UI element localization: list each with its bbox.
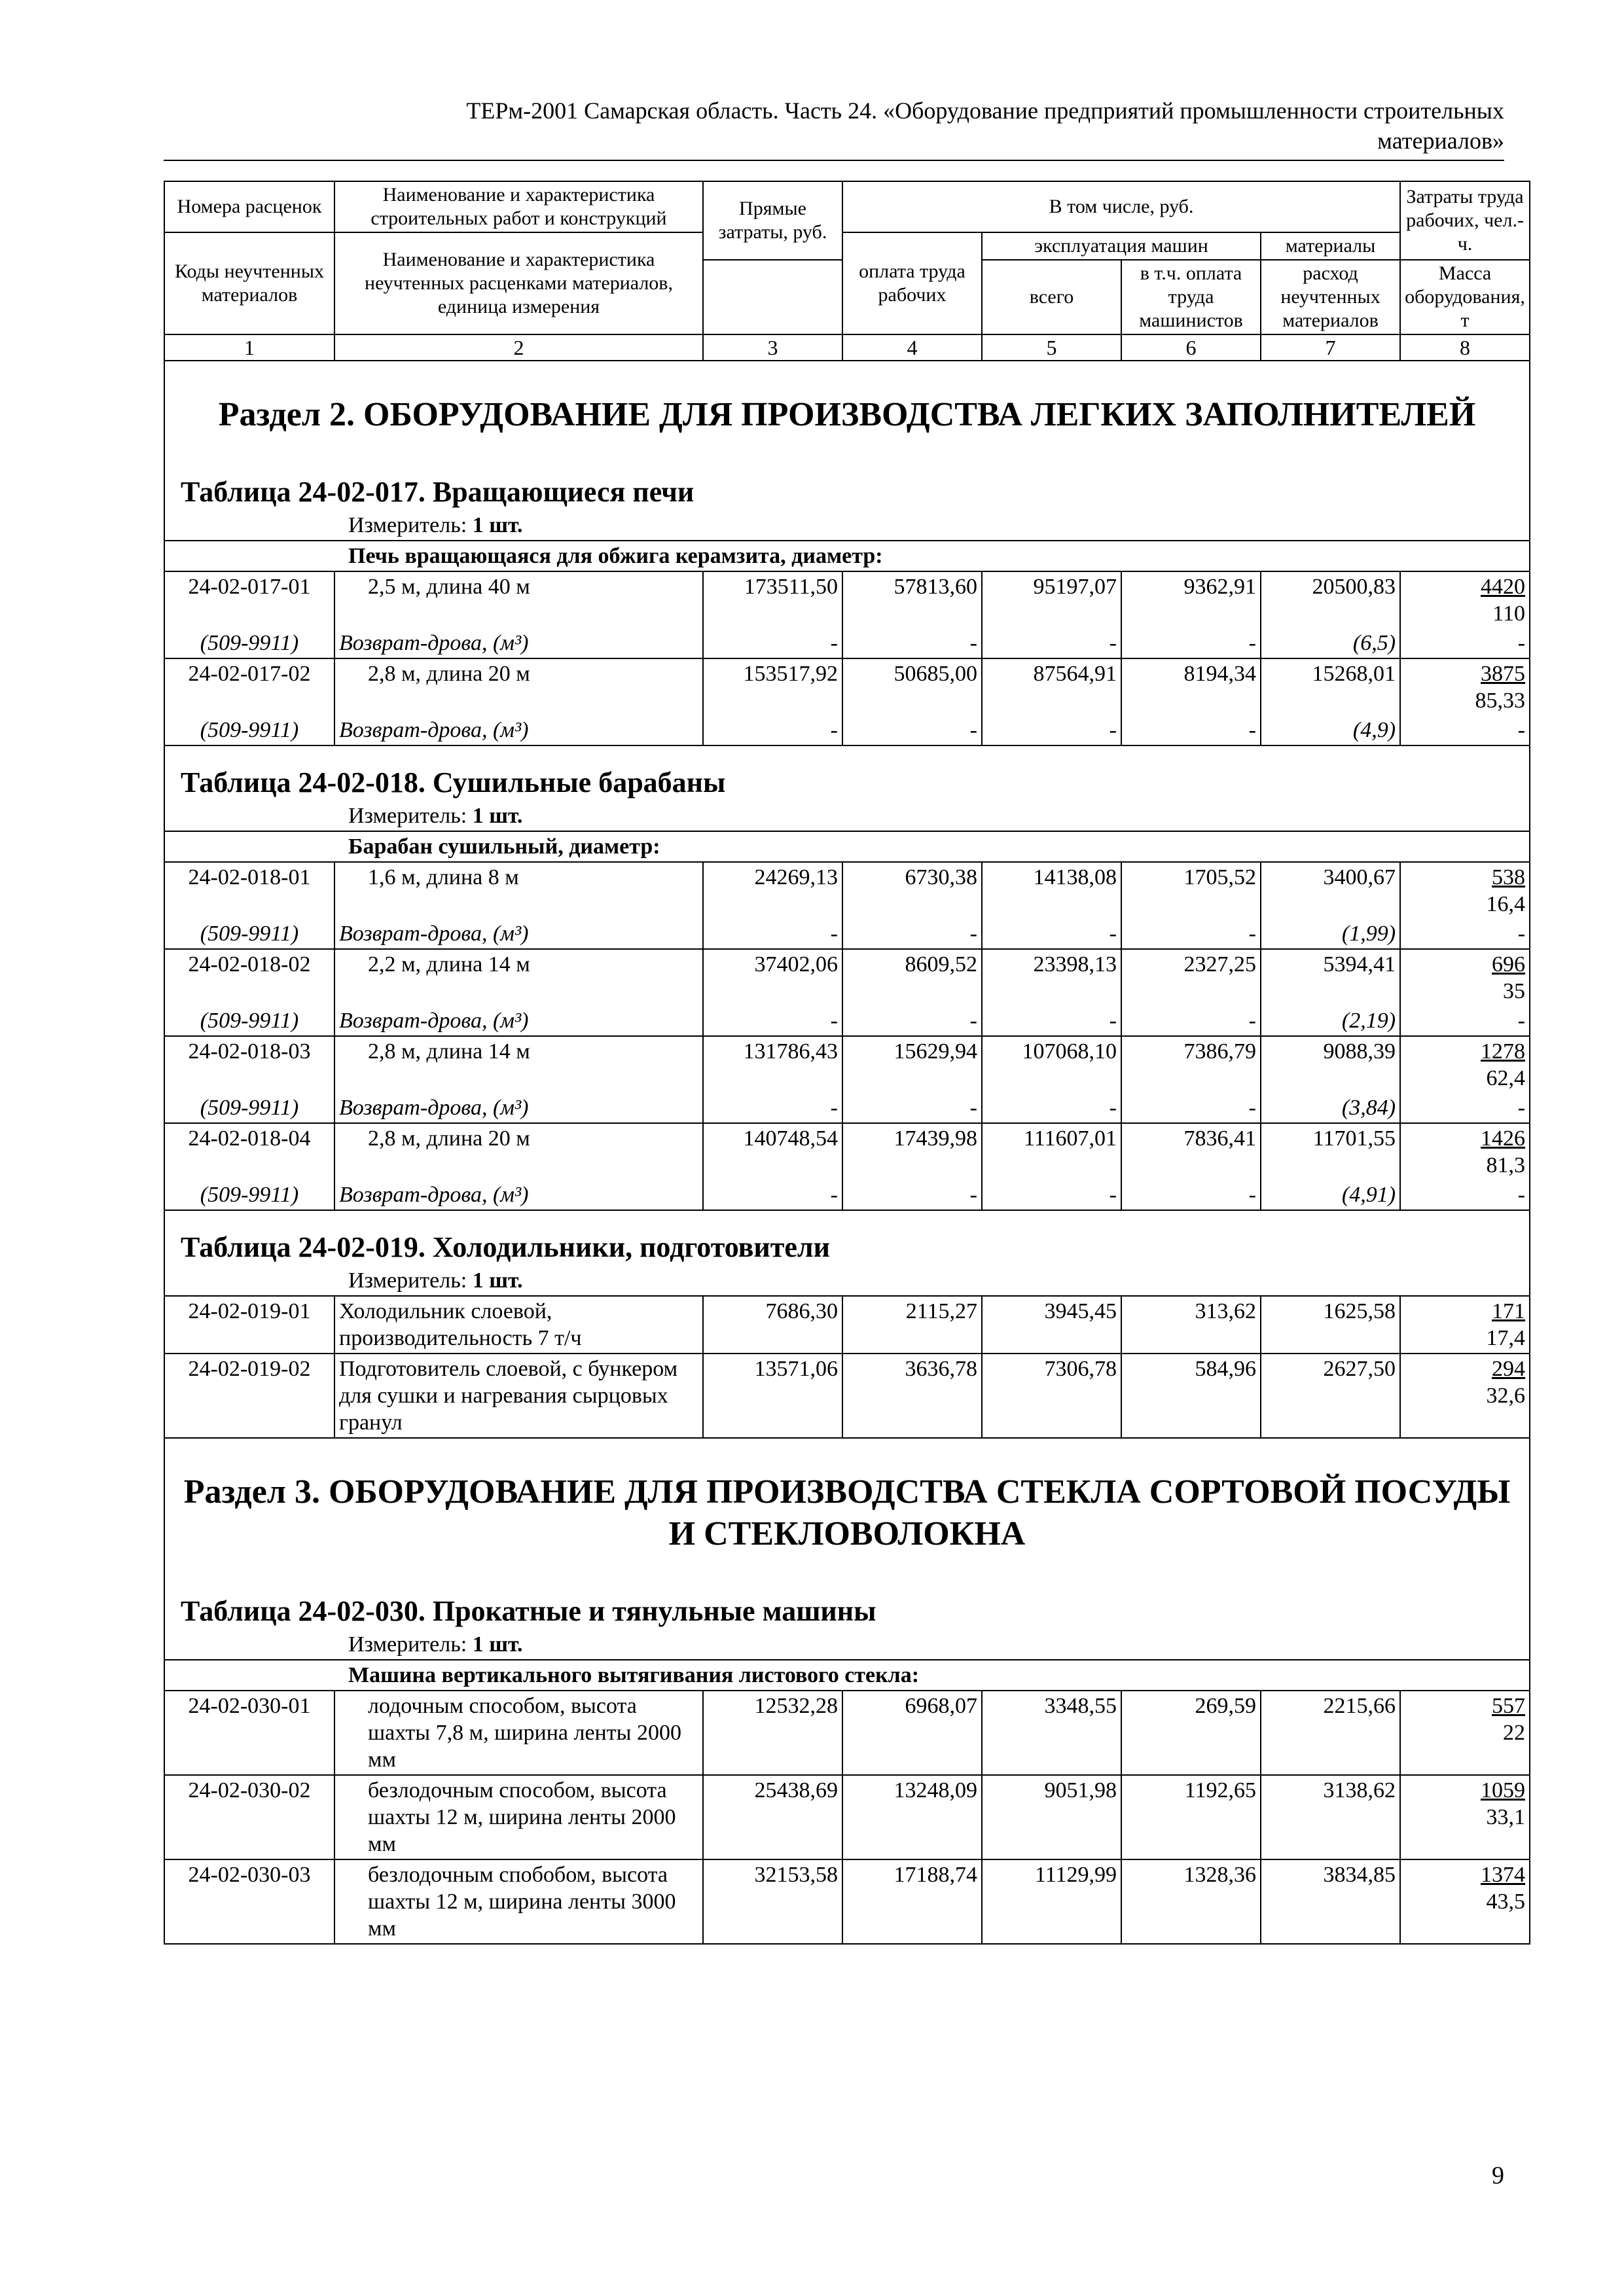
table-row — [164, 1691, 1530, 1775]
table-title: Таблица 24-02-030. Прокатные и тянульные машины — [164, 1575, 1530, 1630]
material-name: Возврат-дрова, (м³) — [334, 1006, 703, 1036]
equipment-mass: 81,3 — [1486, 1153, 1526, 1177]
measure — [164, 1630, 1530, 1660]
labor-cost: 6730,38 — [842, 862, 982, 919]
measure-label: Измеритель: — [348, 513, 467, 537]
material-row — [164, 1093, 1530, 1123]
dash: - — [982, 1093, 1121, 1123]
machinist-labor: 7836,41 — [1121, 1123, 1261, 1180]
machinist-labor: 8194,34 — [1121, 658, 1261, 715]
rate-name: 2,5 м, длина 40 м — [334, 571, 703, 628]
rate-code: 24-02-019-02 — [164, 1354, 334, 1438]
material-code: (509-9911) — [164, 1093, 334, 1123]
dash: - — [703, 715, 842, 745]
col-header-mat-name: Наименование и характеристика неучтенных расценками материалов, единица измерения — [334, 232, 703, 334]
table-row — [164, 1859, 1530, 1944]
dash: - — [982, 1006, 1121, 1036]
labor-hours: 1278 — [1481, 1039, 1526, 1064]
hours-mass — [1400, 658, 1530, 715]
dash: - — [703, 1180, 842, 1210]
material-row — [164, 919, 1530, 949]
price-table — [164, 181, 1530, 1945]
col-header-mach-labor: в т.ч. оплата труда машинистов — [1121, 260, 1261, 334]
table-header — [164, 181, 1530, 361]
equipment-mass: 32,6 — [1486, 1384, 1526, 1408]
equipment-mass: 62,4 — [1486, 1066, 1526, 1090]
labor-hours: 4420 — [1481, 575, 1526, 599]
direct-cost: 32153,58 — [703, 1859, 842, 1944]
equipment-mass: 43,5 — [1486, 1890, 1526, 1914]
rate-name: безлодочным спобобом, высота шахты 12 м, ширина ленты 3000 мм — [334, 1859, 703, 1944]
subheading-row — [164, 541, 1530, 571]
material-name: Возврат-дрова, (м³) — [334, 628, 703, 658]
dash: - — [1400, 1180, 1530, 1210]
dash: - — [703, 919, 842, 949]
running-header — [164, 96, 1504, 156]
column-numbers — [164, 334, 1530, 361]
table-row — [164, 949, 1530, 1006]
equipment-mass: 16,4 — [1486, 892, 1526, 916]
machine-cost: 107068,10 — [982, 1036, 1121, 1093]
machine-cost: 14138,08 — [982, 862, 1121, 919]
materials-cost: 15268,01 — [1261, 658, 1400, 715]
machine-cost: 87564,91 — [982, 658, 1121, 715]
section-row — [164, 1438, 1530, 1575]
material-code: (509-9911) — [164, 628, 334, 658]
dash: - — [1400, 1006, 1530, 1036]
materials-cost: 3834,85 — [1261, 1859, 1400, 1944]
material-code: (509-9911) — [164, 1180, 334, 1210]
rate-code: 24-02-019-01 — [164, 1296, 334, 1354]
equipment-mass: 110 — [1492, 601, 1526, 626]
col-num-2: 2 — [334, 334, 703, 361]
hours-mass — [1400, 1123, 1530, 1180]
subheading: Барабан сушильный, диаметр: — [164, 831, 1530, 862]
dash: - — [703, 1093, 842, 1123]
rate-code: 24-02-018-02 — [164, 949, 334, 1006]
equipment-mass: 17,4 — [1486, 1326, 1526, 1350]
measure-value: 1 шт. — [472, 513, 523, 537]
machinist-labor: 2327,25 — [1121, 949, 1261, 1006]
dash: - — [982, 628, 1121, 658]
dash: - — [1121, 715, 1261, 745]
measure-label: Измеритель: — [348, 804, 467, 828]
page-number: 9 — [1492, 2162, 1504, 2189]
materials-cost: 1625,58 — [1261, 1296, 1400, 1354]
col-header-mach-total: всего — [982, 260, 1121, 334]
rate-code: 24-02-030-02 — [164, 1775, 334, 1859]
material-row — [164, 1180, 1530, 1210]
material-row — [164, 628, 1530, 658]
labor-hours: 557 — [1492, 1694, 1526, 1718]
machine-cost: 3348,55 — [982, 1691, 1121, 1775]
measure-value: 1 шт. — [472, 1632, 523, 1657]
col-header-codes: Номера расценок — [164, 181, 334, 232]
machine-cost: 9051,98 — [982, 1775, 1121, 1859]
materials-cost: 2627,50 — [1261, 1354, 1400, 1438]
subheading: Машина вертикального вытягивания листового стекла: — [164, 1660, 1530, 1691]
direct-cost: 37402,06 — [703, 949, 842, 1006]
dash: - — [1121, 1006, 1261, 1036]
dash: - — [842, 1006, 982, 1036]
labor-cost: 15629,94 — [842, 1036, 982, 1093]
table-title-row — [164, 1575, 1530, 1630]
labor-cost: 17188,74 — [842, 1859, 982, 1944]
col-num-6: 6 — [1121, 334, 1261, 361]
direct-cost: 13571,06 — [703, 1354, 842, 1438]
labor-hours: 538 — [1492, 865, 1526, 889]
rate-code: 24-02-030-01 — [164, 1691, 334, 1775]
section-title: Раздел 3. ОБОРУДОВАНИЕ ДЛЯ ПРОИЗВОДСТВА СТЕКЛА СОРТОВОЙ ПОСУДЫ И СТЕКЛОВОЛОКНА — [164, 1438, 1530, 1575]
equipment-mass: 85,33 — [1475, 689, 1526, 713]
col-num-4: 4 — [842, 334, 982, 361]
table-title-row — [164, 1210, 1530, 1266]
col-num-3: 3 — [703, 334, 842, 361]
rate-code: 24-02-017-02 — [164, 658, 334, 715]
col-header-mat-codes: Коды неучтенных материалов — [164, 232, 334, 334]
rate-name: 2,8 м, длина 20 м — [334, 658, 703, 715]
col-header-materials: материалы — [1261, 232, 1400, 260]
rate-name: Подготовитель слоевой, с бункером для сушки и нагревания сырцовых гранул — [334, 1354, 703, 1438]
rate-code: 24-02-018-01 — [164, 862, 334, 919]
material-row — [164, 715, 1530, 745]
table-row — [164, 1296, 1530, 1354]
material-qty: (2,19) — [1261, 1006, 1400, 1036]
material-qty: (4,9) — [1261, 715, 1400, 745]
dash: - — [1400, 628, 1530, 658]
dash: - — [1400, 715, 1530, 745]
measure-row — [164, 1266, 1530, 1296]
dash: - — [842, 1093, 982, 1123]
material-code: (509-9911) — [164, 919, 334, 949]
subheading-row — [164, 1660, 1530, 1691]
hours-mass — [1400, 1691, 1530, 1775]
col-num-8: 8 — [1400, 334, 1530, 361]
material-row — [164, 1006, 1530, 1036]
table-title: Таблица 24-02-019. Холодильники, подготовители — [164, 1210, 1530, 1266]
equipment-mass: 33,1 — [1486, 1805, 1526, 1829]
hours-mass — [1400, 1859, 1530, 1944]
machinist-labor: 1192,65 — [1121, 1775, 1261, 1859]
material-name: Возврат-дрова, (м³) — [334, 919, 703, 949]
dash: - — [842, 715, 982, 745]
dash: - — [1400, 919, 1530, 949]
hours-mass — [1400, 571, 1530, 628]
dash: - — [1121, 1180, 1261, 1210]
direct-cost: 173511,50 — [703, 571, 842, 628]
table-row — [164, 1036, 1530, 1093]
col-num-1: 1 — [164, 334, 334, 361]
subheading-row — [164, 831, 1530, 862]
hours-mass — [1400, 1354, 1530, 1438]
direct-cost: 7686,30 — [703, 1296, 842, 1354]
machine-cost: 7306,78 — [982, 1354, 1121, 1438]
measure — [164, 511, 1530, 541]
rate-code: 24-02-017-01 — [164, 571, 334, 628]
measure-row — [164, 801, 1530, 831]
table-row — [164, 1354, 1530, 1438]
dash: - — [842, 1180, 982, 1210]
direct-cost: 131786,43 — [703, 1036, 842, 1093]
rate-code: 24-02-018-04 — [164, 1123, 334, 1180]
dash: - — [842, 919, 982, 949]
dash: - — [1121, 919, 1261, 949]
hours-mass — [1400, 1775, 1530, 1859]
labor-hours: 1059 — [1481, 1778, 1526, 1803]
table-title: Таблица 24-02-017. Вращающиеся печи — [164, 456, 1530, 511]
labor-hours: 171 — [1492, 1299, 1526, 1323]
machinist-labor: 7386,79 — [1121, 1036, 1261, 1093]
hours-mass — [1400, 862, 1530, 919]
machine-cost: 111607,01 — [982, 1123, 1121, 1180]
dash: - — [982, 715, 1121, 745]
measure-value: 1 шт. — [472, 1268, 523, 1293]
labor-cost: 13248,09 — [842, 1775, 982, 1859]
col-header-direct-cont — [703, 260, 842, 334]
material-qty: (4,91) — [1261, 1180, 1400, 1210]
labor-hours: 1374 — [1481, 1863, 1526, 1887]
labor-hours: 3875 — [1481, 662, 1526, 686]
measure-row — [164, 1630, 1530, 1660]
machinist-labor: 584,96 — [1121, 1354, 1261, 1438]
direct-cost: 12532,28 — [703, 1691, 842, 1775]
col-header-name: Наименование и характеристика строительных работ и конструкций — [334, 181, 703, 232]
labor-cost: 2115,27 — [842, 1296, 982, 1354]
dash: - — [1400, 1093, 1530, 1123]
equipment-mass: 35 — [1503, 979, 1526, 1003]
table-title-row — [164, 745, 1530, 801]
labor-hours: 1426 — [1481, 1126, 1526, 1151]
measure-value: 1 шт. — [472, 804, 523, 828]
materials-cost: 20500,83 — [1261, 571, 1400, 628]
labor-cost: 6968,07 — [842, 1691, 982, 1775]
dash: - — [842, 628, 982, 658]
machine-cost: 23398,13 — [982, 949, 1121, 1006]
materials-cost: 5394,41 — [1261, 949, 1400, 1006]
dash: - — [1121, 1093, 1261, 1123]
material-name: Возврат-дрова, (м³) — [334, 715, 703, 745]
header-rule — [164, 160, 1504, 161]
direct-cost: 153517,92 — [703, 658, 842, 715]
machinist-labor: 9362,91 — [1121, 571, 1261, 628]
dash: - — [703, 1006, 842, 1036]
col-header-mass: Масса оборудования, т — [1400, 260, 1530, 334]
machinist-labor: 269,59 — [1121, 1691, 1261, 1775]
material-qty: (6,5) — [1261, 628, 1400, 658]
measure — [164, 1266, 1530, 1296]
col-num-7: 7 — [1261, 334, 1400, 361]
table-title: Таблица 24-02-018. Сушильные барабаны — [164, 745, 1530, 801]
materials-cost: 9088,39 — [1261, 1036, 1400, 1093]
header-line-2: материалов» — [1377, 128, 1504, 154]
labor-hours: 696 — [1492, 952, 1526, 977]
col-header-direct: Прямые затраты, руб. — [703, 181, 842, 260]
hours-mass — [1400, 949, 1530, 1006]
materials-cost: 3138,62 — [1261, 1775, 1400, 1859]
materials-cost: 3400,67 — [1261, 862, 1400, 919]
table-row — [164, 658, 1530, 715]
table-row — [164, 1775, 1530, 1859]
materials-cost: 2215,66 — [1261, 1691, 1400, 1775]
material-code: (509-9911) — [164, 1006, 334, 1036]
hours-mass — [1400, 1036, 1530, 1093]
rate-name: Холодильник слоевой, производительность 7 т/ч — [334, 1296, 703, 1354]
material-name: Возврат-дрова, (м³) — [334, 1180, 703, 1210]
table-title-row — [164, 456, 1530, 511]
table-row — [164, 571, 1530, 628]
col-header-group: В том числе, руб. — [842, 181, 1400, 232]
hours-mass — [1400, 1296, 1530, 1354]
machine-cost: 11129,99 — [982, 1859, 1121, 1944]
rate-code: 24-02-030-03 — [164, 1859, 334, 1944]
table-body — [164, 361, 1530, 1944]
col-header-labor: оплата труда рабочих — [842, 232, 982, 334]
rate-name: 2,8 м, длина 20 м — [334, 1123, 703, 1180]
dash: - — [1121, 628, 1261, 658]
col-header-mat-consumption: расход неучтенных материалов — [1261, 260, 1400, 334]
rate-name: лодочным способом, высота шахты 7,8 м, ширина ленты 2000 мм — [334, 1691, 703, 1775]
labor-cost: 57813,60 — [842, 571, 982, 628]
material-qty: (3,84) — [1261, 1093, 1400, 1123]
materials-cost: 11701,55 — [1261, 1123, 1400, 1180]
section-row — [164, 361, 1530, 456]
col-num-5: 5 — [982, 334, 1121, 361]
machinist-labor: 313,62 — [1121, 1296, 1261, 1354]
rate-code: 24-02-018-03 — [164, 1036, 334, 1093]
col-header-hours: Затраты труда рабочих, чел.-ч. — [1400, 181, 1530, 260]
dash: - — [982, 919, 1121, 949]
direct-cost: 24269,13 — [703, 862, 842, 919]
material-code: (509-9911) — [164, 715, 334, 745]
section-title: Раздел 2. ОБОРУДОВАНИЕ ДЛЯ ПРОИЗВОДСТВА ЛЕГКИХ ЗАПОЛНИТЕЛЕЙ — [164, 361, 1530, 456]
subheading: Печь вращающаяся для обжига керамзита, диаметр: — [164, 541, 1530, 571]
rate-name: 2,8 м, длина 14 м — [334, 1036, 703, 1093]
dash: - — [703, 628, 842, 658]
machinist-labor: 1705,52 — [1121, 862, 1261, 919]
labor-cost: 8609,52 — [842, 949, 982, 1006]
col-header-machines: эксплуатация машин — [982, 232, 1261, 260]
direct-cost: 140748,54 — [703, 1123, 842, 1180]
equipment-mass: 22 — [1503, 1721, 1526, 1745]
material-name: Возврат-дрова, (м³) — [334, 1093, 703, 1123]
table-row — [164, 862, 1530, 919]
rate-name: 2,2 м, длина 14 м — [334, 949, 703, 1006]
machine-cost: 3945,45 — [982, 1296, 1121, 1354]
labor-cost: 3636,78 — [842, 1354, 982, 1438]
rate-name: безлодочным способом, высота шахты 12 м, ширина ленты 2000 мм — [334, 1775, 703, 1859]
machine-cost: 95197,07 — [982, 571, 1121, 628]
measure-label: Измеритель: — [348, 1268, 467, 1293]
dash: - — [982, 1180, 1121, 1210]
table-row — [164, 1123, 1530, 1180]
machinist-labor: 1328,36 — [1121, 1859, 1261, 1944]
labor-hours: 294 — [1492, 1357, 1526, 1381]
header-line-1: ТЕРм-2001 Самарская область. Часть 24. «Оборудование предприятий промышленности строительных — [466, 98, 1504, 124]
rate-name: 1,6 м, длина 8 м — [334, 862, 703, 919]
measure-row — [164, 511, 1530, 541]
labor-cost: 17439,98 — [842, 1123, 982, 1180]
labor-cost: 50685,00 — [842, 658, 982, 715]
material-qty: (1,99) — [1261, 919, 1400, 949]
measure-label: Измеритель: — [348, 1632, 467, 1657]
measure — [164, 801, 1530, 831]
direct-cost: 25438,69 — [703, 1775, 842, 1859]
